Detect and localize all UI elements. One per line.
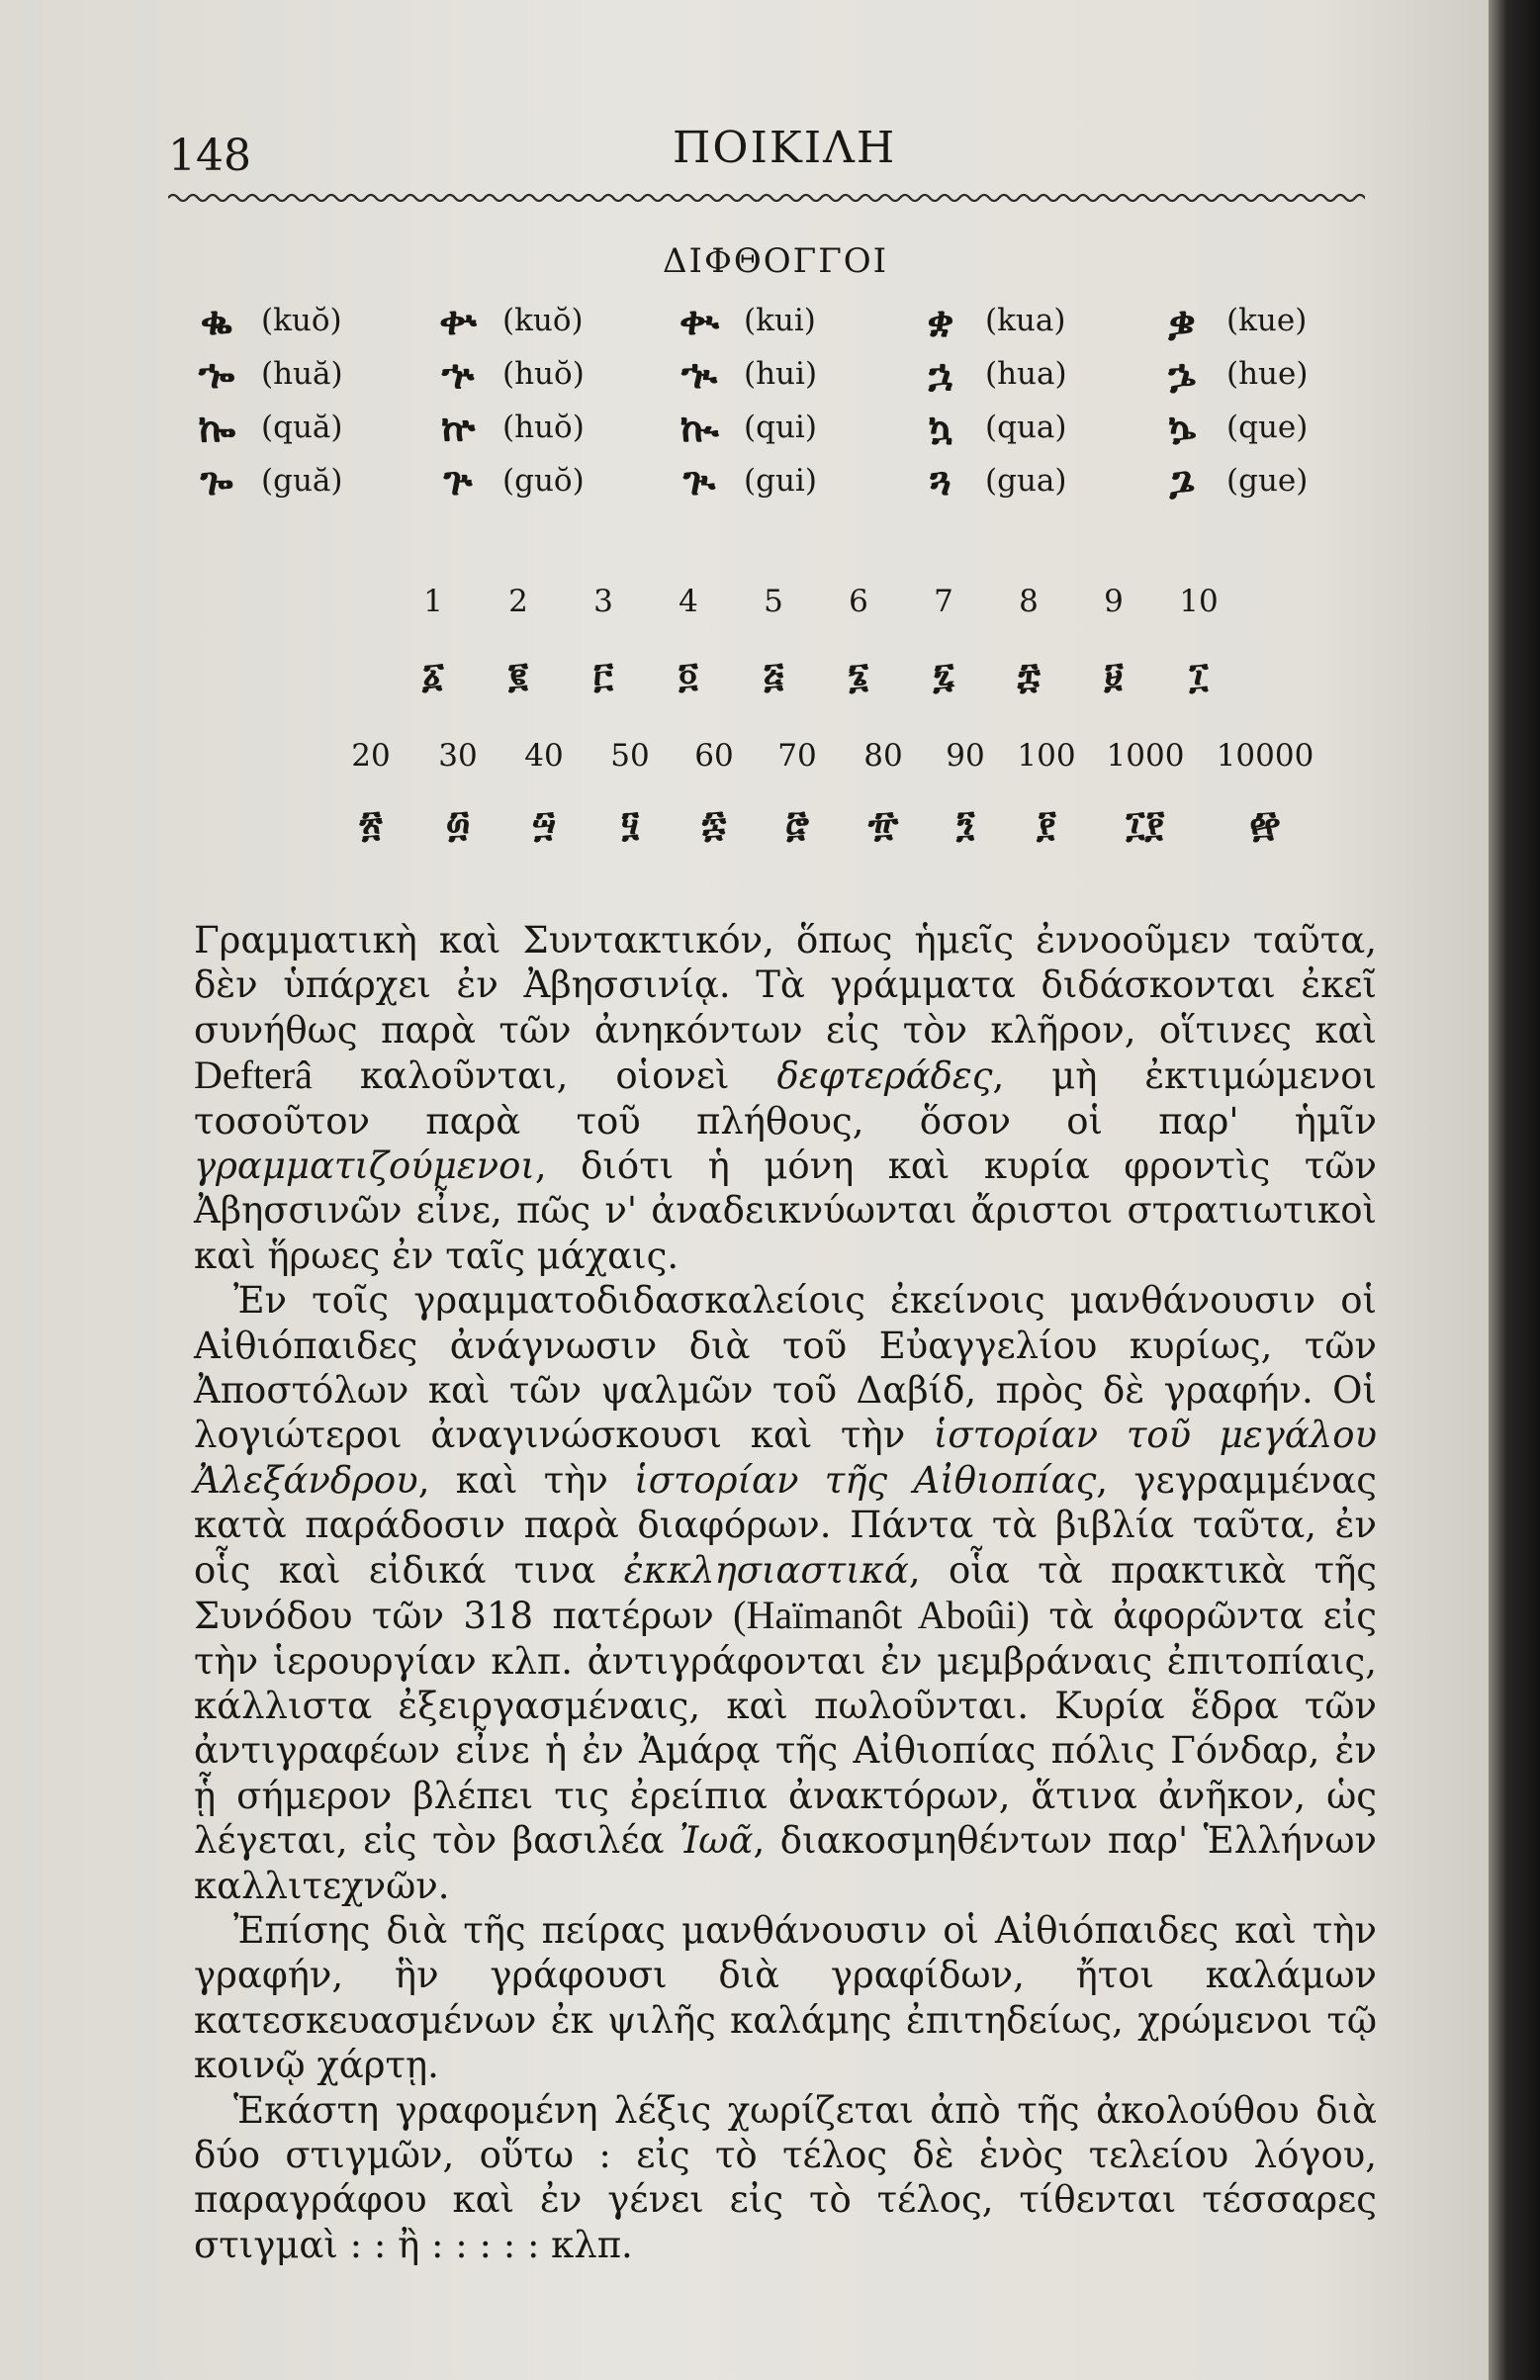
ethiopic-numeral: ፭ [763, 655, 784, 696]
diphthong-cell [419, 297, 661, 344]
numeral-value: 50 [610, 738, 650, 774]
transliteration: (kuŏ) [261, 303, 342, 338]
transliteration: (qui) [744, 410, 817, 445]
ethiopic-numeral: ፪ [508, 655, 528, 696]
numeral-value: 70 [777, 738, 817, 774]
numeral-value: 1000 [1106, 738, 1185, 774]
paragraph [194, 918, 1377, 1278]
transliteration: (guŏ) [502, 463, 585, 499]
numeral-value: 9 [1104, 584, 1124, 619]
transliteration: (guă) [261, 463, 343, 499]
transliteration: (kua) [985, 303, 1066, 338]
body-text [194, 918, 1377, 2267]
ethiopic-glyph: ኊ [680, 350, 718, 398]
ethiopic-glyph: ኈ [198, 350, 235, 398]
ethiopic-numeral: ፵ [531, 803, 557, 845]
ethiopic-glyph: ጓ [930, 457, 951, 504]
transliteration: (hui) [744, 356, 818, 392]
numeral-value: 10000 [1216, 738, 1314, 774]
ethiopic-numeral: ፲፻ [1126, 803, 1165, 845]
running-head: ΠΟΙΚΙΛΗ [673, 123, 897, 173]
numeral-value: 6 [849, 584, 868, 619]
text-run: , οἷα τὰ πρακτικὰ τῆς Συνόδου τῶν 318 πατέρων [194, 1548, 1377, 1638]
diphthong-cell [661, 350, 902, 398]
text-run: Ἐν τοῖς γραμματοδιδασκαλείοις ἐκείνοις μανθάνουσιν οἱ Αἰθιόπαιδες ἀνάγνωσιν διὰ τοῦ Εὐαγγελίου κυρίως, τῶν Ἀποστόλων καὶ τῶν ψαλμῶν τοῦ Δαβίδ, πρὸς δὲ γραφήν. Οἱ λογιώτεροι ἀναγινώσκουσι καὶ τὴν [194, 1279, 1377, 1457]
numeral-value: 80 [863, 738, 903, 774]
ethiopic-glyph: ኵ [440, 404, 476, 451]
diphthong-cell [661, 404, 902, 451]
ethiopic-numeral: ፲ [1189, 655, 1209, 696]
transliteration: (gui) [744, 463, 817, 499]
transliteration: (qua) [985, 410, 1067, 445]
ethiopic-numeral: ፶ [620, 803, 640, 845]
numeral-value: 2 [508, 584, 528, 619]
book-spine-shadow [1489, 0, 1540, 2380]
diphthong-cell [178, 404, 419, 451]
ethiopic-numeral: ፼ [1249, 803, 1281, 845]
numeral-value: 3 [593, 584, 613, 619]
numeral-glyphs-1-10 [391, 655, 1241, 697]
ethiopic-glyph: ኋ [928, 350, 953, 398]
diphthong-cell [661, 457, 902, 504]
text-run: Γραμματικὴ καὶ Συντακτικόν, ὅπως ἡμεῖς ἐννοοῦμεν ταῦτα, δὲν ὑπάρχει ἐν Ἀβησσινίᾳ. Τὰ γράμματα διδάσκονται ἐκεῖ συνήθως παρὰ τῶν ἀνηκόντων εἰς τὸν κλῆρον, οἵτινες καὶ [194, 919, 1377, 1052]
ethiopic-numeral: ፰ [1017, 655, 1041, 696]
ethiopic-glyph: ቌ [1168, 297, 1196, 344]
ethiopic-glyph: ኌ [1168, 350, 1196, 398]
transliteration: (gue) [1226, 463, 1309, 499]
diphthong-cell [178, 297, 419, 344]
numeral-glyphs-20-10000 [326, 803, 1329, 846]
text-run: , μὴ ἐκτιμώμενοι τοσοῦτον παρὰ τοῦ πλήθους, ὅσον οἱ παρ' ἡμῖν [194, 1054, 1377, 1143]
ethiopic-numeral: ፩ [421, 655, 445, 696]
text-run: , γεγραμμένας κατὰ παράδοσιν παρὰ διαφόρων. Πάντα τὰ βιβλία ταῦτα, ἐν οἷς καὶ εἰδικά τινα [194, 1458, 1377, 1592]
ethiopic-numeral: ፴ [445, 803, 471, 845]
diphthong-cell [902, 350, 1143, 398]
diphthong-cell [1143, 350, 1385, 398]
numeral-value: 8 [1019, 584, 1039, 619]
transliteration: (quă) [261, 410, 343, 445]
diphthong-cell [419, 404, 661, 451]
transliteration: (kui) [744, 303, 816, 338]
transliteration: (huă) [261, 356, 343, 392]
diphthong-cell [419, 350, 661, 398]
diphthong-cell [902, 297, 1143, 344]
ethiopic-glyph: ቊ [679, 297, 720, 344]
transliteration: (kuŏ) [502, 303, 584, 338]
diphthong-cell [178, 350, 419, 398]
ethiopic-numeral: ፮ [848, 655, 869, 696]
text-run: , διακοσμηθέντων παρ' Ἑλλήνων καλλιτεχνῶν. [194, 1819, 1377, 1907]
text-run-italic: ἐκκλησιαστικά [623, 1548, 909, 1592]
transliteration: (gua) [985, 463, 1067, 499]
text-run: , καὶ τὴν [417, 1458, 635, 1502]
text-run: Ἑκάστη γραφομένη λέξις χωρίζεται ἀπὸ τῆς ἀκολούθου διὰ δύο στιγμῶν, οὕτω : εἰς τὸ τέλος δὲ ἑνὸς τελείου λόγου, παραγράφου καὶ ἐν γένει εἰς τὸ τέλος, τίθενται τέσσαρες στιγμαὶ : : ἢ : : : : : κλπ. [194, 2088, 1377, 2266]
ethiopic-numeral: ፱ [1104, 655, 1124, 696]
text-run-italic: γραμματιζούμενοι [194, 1144, 535, 1188]
numeral-value: 7 [934, 584, 953, 619]
text-run: , διότι ἡ μόνη καὶ κυρία φροντὶς τῶν Ἀβησσινῶν εἶνε, πῶς ν' ἀναδεικνύωνται ἄριστοι στρατιωτικοὶ καὶ ἥρωες ἐν ταῖς μάχαις. [194, 1144, 1377, 1277]
numeral-value: 40 [524, 738, 564, 774]
numeral-values-1-10 [391, 584, 1241, 619]
ethiopic-glyph: ኰ [197, 404, 236, 451]
diphthong-cell [419, 457, 661, 504]
ethiopic-numeral: ፯ [933, 655, 954, 696]
paragraph [194, 2088, 1377, 2268]
ethiopic-glyph: ኍ [441, 350, 475, 398]
diphthong-cell [1143, 404, 1385, 451]
text-run-latin: Defterâ [194, 1053, 313, 1098]
text-run: Ἐπίσης διὰ τῆς πείρας μανθάνουσιν οἱ Αἰθιόπαιδες καὶ τὴν γραφήν, ἣν γράφουσι διὰ γραφίδων, ἤτοι καλάμων κατεσκευασμένων ἐκ ψιλῆς καλάμης ἐπιτηδείως, χρώμενοι τῷ κοινῷ χάρτῃ. [194, 1908, 1377, 2087]
section-title-diphthongs: ΔΙΦΘΟΓΓΟΙ [663, 241, 889, 281]
diphthong-cell [902, 404, 1143, 451]
ethiopic-glyph: ጐ [200, 457, 233, 504]
page-number: 148 [168, 131, 251, 181]
ethiopic-numeral: ፻ [1036, 803, 1057, 845]
ethiopic-glyph: ቈ [200, 297, 233, 344]
ethiopic-glyph: ጔ [1169, 457, 1195, 504]
transliteration: (kue) [1226, 303, 1308, 338]
ethiopic-glyph: ቍ [439, 297, 477, 344]
diphthong-cell [178, 457, 419, 504]
ethiopic-numeral: ፺ [955, 803, 975, 845]
text-run-italic: ἱστορίαν τῆς Αἰθιοπίας [634, 1458, 1097, 1502]
text-run-italic: Ἰωᾶ [679, 1819, 754, 1863]
numeral-values-20-10000 [326, 738, 1329, 774]
ethiopic-numeral: ፫ [593, 655, 613, 696]
numeral-value: 20 [351, 738, 391, 774]
ethiopic-numeral: ፷ [701, 803, 727, 845]
numeral-value: 5 [764, 584, 783, 619]
page-header [168, 111, 1365, 190]
ethiopic-glyph: ጕ [443, 457, 473, 504]
text-run-italic: δεφτεράδες [776, 1054, 993, 1098]
numeral-value: 10 [1179, 584, 1219, 619]
ethiopic-numeral: ፸ [785, 803, 809, 845]
diphthong-cell [1143, 297, 1385, 344]
diphthong-cell [1143, 457, 1385, 504]
diphthong-cell [902, 457, 1143, 504]
paragraph [194, 1908, 1377, 2088]
numeral-value: 90 [946, 738, 985, 774]
ethiopic-glyph: ቋ [927, 297, 954, 344]
numeral-value: 60 [694, 738, 734, 774]
ethiopic-glyph: ጒ [682, 457, 716, 504]
text-run: καλοῦνται, οἱονεὶ [312, 1054, 777, 1098]
wavy-rule [168, 188, 1365, 208]
text-run: τὰ ἀφορῶντα εἰς τὴν ἱερουργίαν κλπ. ἀντιγράφονται ἐν μεμβράναις ἐπιτοπίαις, κάλλιστα ἐξειργασμέναις, καὶ πωλοῦνται. Κυρία ἕδρα τῶν ἀντιγραφέων εἶνε ἡ ἐν Ἀμάρᾳ τῆς Αἰθιοπίας πόλις Γόνδαρ, ἐν ᾗ σήμερον βλέπει τις ἐρείπια ἀνακτόρων, ἅτινα ἀνῆκον, ὡς λέγεται, εἰς τὸν βασιλέα [194, 1595, 1377, 1863]
text-run-latin: (Haïmanôt Aboûi) [733, 1593, 1030, 1638]
transliteration: (hue) [1226, 356, 1309, 392]
ethiopic-numeral: ፹ [867, 803, 899, 845]
paragraph [194, 1278, 1377, 1908]
transliteration: (hua) [985, 356, 1067, 392]
numeral-value: 100 [1017, 738, 1076, 774]
text-run-italic: ἱστορίαν τοῦ μεγάλου Ἀλεξάνδρου [194, 1414, 1377, 1502]
diphthong-table [178, 297, 1385, 504]
ethiopic-glyph: ኲ [679, 404, 719, 451]
diphthong-cell [661, 297, 902, 344]
numeral-value: 30 [438, 738, 478, 774]
ethiopic-numeral: ፳ [359, 803, 383, 845]
ethiopic-numeral: ፬ [679, 655, 698, 696]
numeral-value: 1 [423, 584, 443, 619]
transliteration: (que) [1226, 410, 1309, 445]
transliteration: (huŏ) [502, 410, 585, 445]
transliteration: (huŏ) [502, 356, 585, 392]
ethiopic-glyph: ኳ [928, 404, 953, 451]
numeral-value: 4 [679, 584, 698, 619]
ethiopic-glyph: ኴ [1167, 404, 1197, 451]
